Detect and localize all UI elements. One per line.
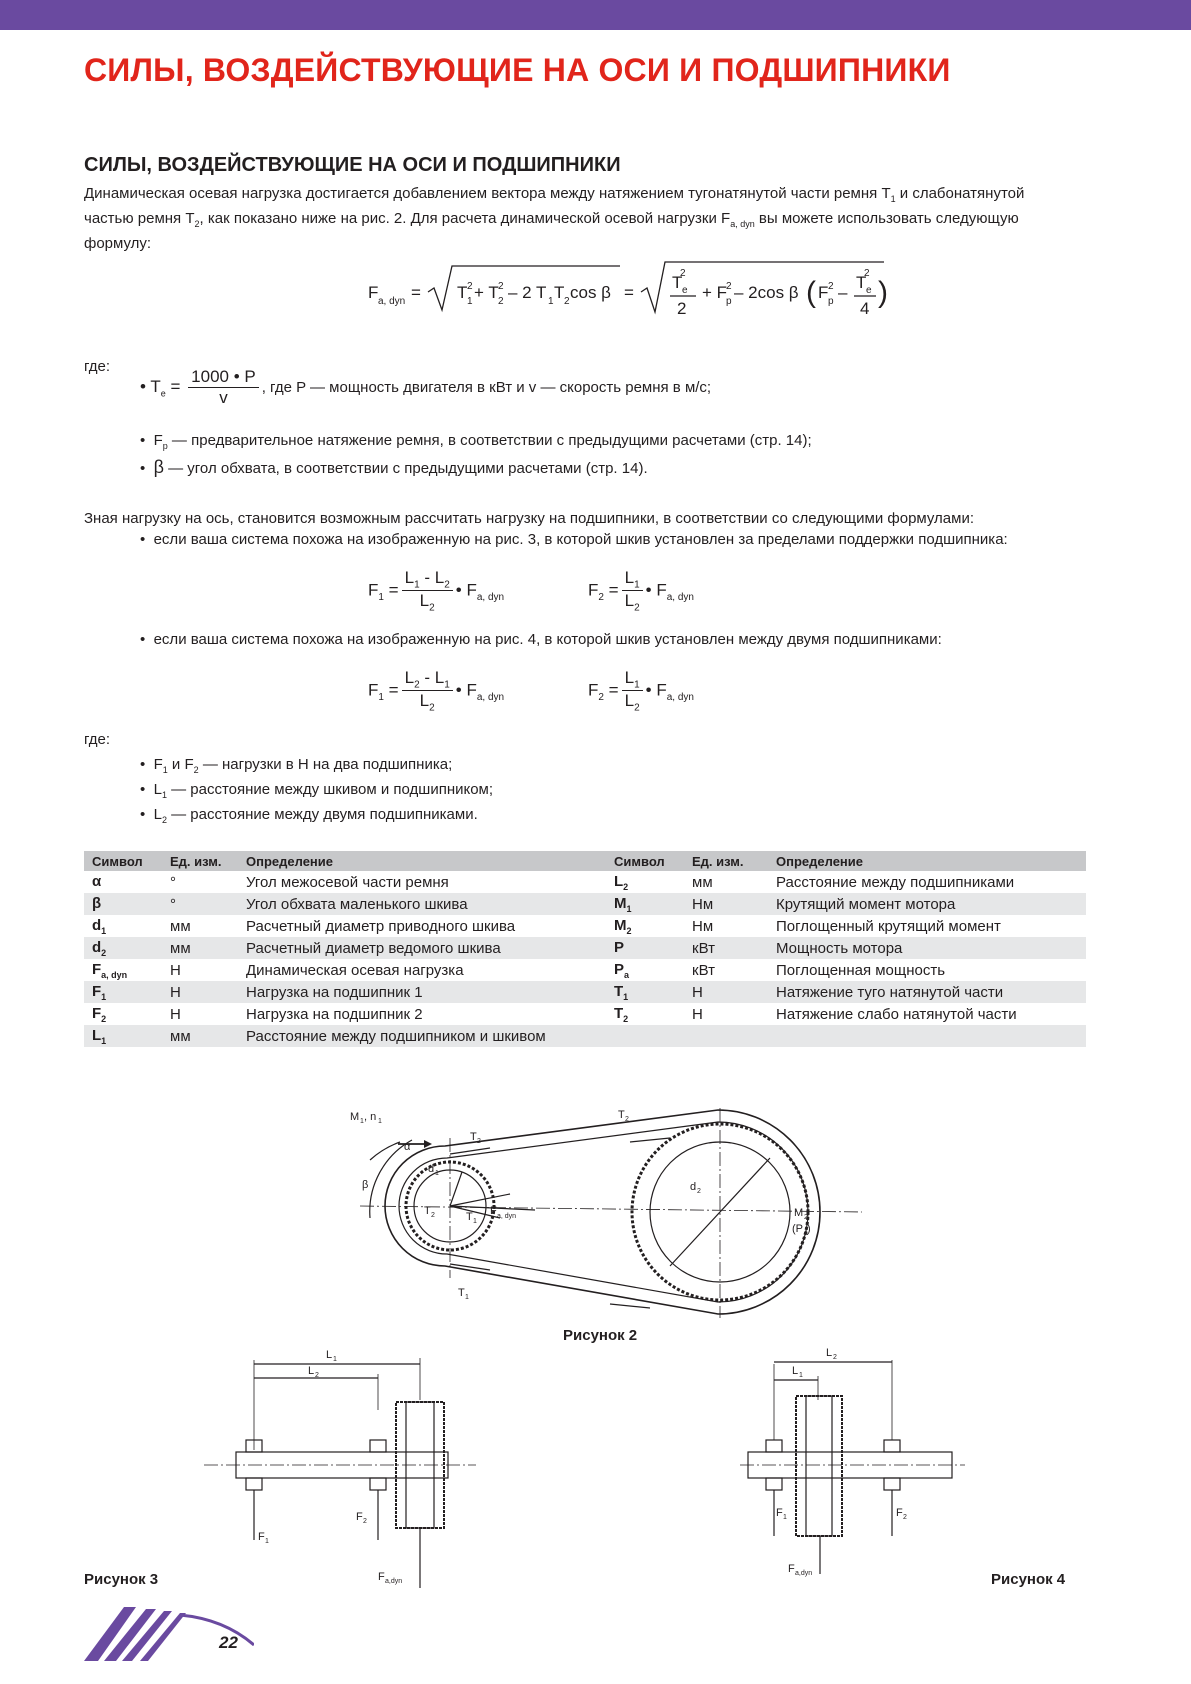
svg-text:1: 1 — [465, 1294, 469, 1301]
table-row: $F_1$ Н Нагрузка на подшипник 1 $T_1$ Н Натяжение туго натянутой части — [84, 981, 1086, 1003]
svg-text:1: 1 — [783, 1514, 787, 1521]
header-symbol: Символ — [606, 851, 684, 871]
table-header-row — [84, 851, 1086, 871]
intro-line-1: Динамическая осевая нагрузка достигается добавлением вектора между натяжением тугонатянутой части ремня $T_1$ и слабонатянутой — [84, 185, 1025, 204]
svg-text:2: 2 — [680, 268, 686, 279]
svg-text:T: T — [856, 273, 867, 292]
belt-drive-diagram — [350, 1098, 870, 1320]
svg-text:4: 4 — [860, 299, 870, 318]
svg-text:2: 2 — [864, 268, 870, 279]
svg-text:2: 2 — [564, 296, 570, 307]
header-unit: Ед. изм. — [162, 851, 238, 871]
formula-f1-case2: $F_1$ = $\frac{L_2 - L_1}{L_2}$ • $F_{a, dyn}$ — [368, 668, 505, 714]
svg-text:T: T — [618, 1109, 625, 1121]
page-title: СИЛЫ, ВОЗДЕЙСТВУЮЩИЕ НА ОСИ И ПОДШИПНИКИ — [84, 52, 951, 88]
svg-text:T: T — [470, 1131, 477, 1143]
header-definition: Определение — [768, 851, 1086, 871]
symbols-table — [84, 851, 1086, 1047]
svg-text:F: F — [788, 1563, 795, 1575]
svg-text:– 2 T: – 2 T — [508, 283, 547, 302]
top-color-band — [0, 0, 1191, 30]
bullet-beta: • β — угол обхвата, в соответствии с предыдущими расчетами (стр. 14). — [140, 457, 648, 477]
svg-text:F: F — [776, 1507, 783, 1519]
svg-text:F: F — [490, 1205, 497, 1217]
svg-text:2: 2 — [625, 1116, 629, 1123]
svg-text:a,dyn: a,dyn — [795, 1570, 813, 1577]
svg-text:): ) — [878, 276, 888, 309]
svg-text:1: 1 — [360, 1118, 364, 1125]
figure-2-caption: Рисунок 2 — [563, 1327, 638, 1344]
svg-text:1: 1 — [333, 1356, 337, 1363]
svg-text:–: – — [838, 283, 848, 302]
svg-text:p: p — [828, 296, 834, 307]
svg-text:2: 2 — [363, 1518, 367, 1525]
svg-text:e: e — [682, 285, 688, 296]
formula-f2-case1: $F_2$ = $\frac{L_1}{L_2}$ • $F_{a, dyn}$ — [588, 568, 694, 614]
figure-3-diagram — [200, 1340, 480, 1590]
svg-text:1: 1 — [467, 296, 473, 307]
bullet-l1: • $L_1$ — расстояние между шкивом и подшипником; — [140, 781, 494, 800]
svg-text:T — [612, 1319, 619, 1320]
svg-text:M: M — [794, 1207, 804, 1219]
bearings-intro: Зная нагрузку на ось, становится возможным рассчитать нагрузку на подшипники, в соответствии со следующими формулами: — [84, 510, 975, 527]
svg-text:L: L — [792, 1365, 799, 1377]
svg-text:F: F — [368, 283, 379, 302]
table-row: $L_1$ мм Расстояние между подшипником и шкивом — [84, 1025, 1086, 1047]
svg-text:α: α — [404, 1141, 411, 1153]
svg-text:a, dyn: a, dyn — [497, 1213, 517, 1220]
svg-text:– 2cos β: – 2cos β — [734, 283, 799, 302]
svg-text:(P: (P — [792, 1223, 803, 1235]
svg-text:2: 2 — [467, 281, 473, 292]
table-row: $F_2$ Н Нагрузка на подшипник 2 $T_2$ Н Натяжение слабо натянутой части — [92, 1004, 1017, 1024]
svg-text:, n: , n — [364, 1111, 377, 1123]
svg-text:F: F — [356, 1511, 363, 1523]
svg-text:β: β — [362, 1179, 369, 1191]
table-row: β ° Угол обхвата маленького шкива $M_1$ Нм Крутящий момент мотора — [84, 893, 1086, 915]
svg-text:2: 2 — [477, 1138, 481, 1145]
svg-text:): ) — [807, 1223, 811, 1235]
figure-3-caption: Рисунок 3 — [84, 1571, 159, 1588]
svg-text:1: 1 — [378, 1118, 382, 1125]
svg-text:=: = — [411, 283, 421, 302]
figure-4-diagram — [740, 1340, 965, 1580]
svg-text:F: F — [896, 1507, 903, 1519]
bullet-forces: • $F_1$ и $F_2$ — нагрузки в Н на два подшипника; — [140, 756, 453, 775]
bullet-fp: • $F_p$ — предварительное натяжение ремня, в соответствии с предыдущими расчетами (стр. 14); — [140, 432, 812, 451]
formula-f1-case1: $F_1$ = $\frac{L_1 - L_2}{L_2}$ • $F_{a, dyn}$ — [368, 568, 505, 614]
bullet-te: • $T_e$ = $\frac{1000 • P}{v}$ , где P — мощность двигателя в кВт и v — скорость ремня в м/с; — [140, 367, 712, 407]
svg-text:2: 2 — [828, 281, 834, 292]
svg-text:L: L — [308, 1365, 315, 1377]
svg-text:F: F — [818, 283, 829, 302]
svg-text:F: F — [258, 1531, 265, 1543]
intro-line-3: формулу: — [84, 235, 152, 252]
svg-text:T: T — [554, 283, 565, 302]
svg-text:2: 2 — [498, 296, 504, 307]
svg-text:1: 1 — [473, 1218, 477, 1225]
svg-text:T: T — [424, 1205, 431, 1217]
svg-text:T: T — [458, 1287, 465, 1299]
svg-text:2: 2 — [697, 1188, 701, 1195]
svg-text:F: F — [378, 1571, 385, 1583]
svg-text:1: 1 — [265, 1538, 269, 1545]
svg-text:1: 1 — [435, 1170, 439, 1177]
svg-text:e: e — [866, 285, 872, 296]
svg-text:2: 2 — [498, 281, 504, 292]
bullet-case-2: • если ваша система похожа на изображенную на рис. 4, в которой шкив установлен между двумя подшипниками: — [140, 631, 942, 648]
svg-text:T: T — [466, 1211, 473, 1223]
table-row: $F_{a, dyn}$ Н Динамическая осевая нагрузка $P_a$ кВт Поглощенная мощность — [92, 960, 946, 980]
table-row: $d_2$ мм Расчетный диаметр ведомого шкива P кВт Мощность мотора — [84, 937, 1086, 959]
header-definition: Определение — [238, 851, 606, 871]
svg-text:2: 2 — [804, 1214, 808, 1221]
svg-text:2: 2 — [833, 1354, 837, 1361]
page-number: 22 — [219, 1633, 238, 1652]
svg-text:M: M — [350, 1111, 360, 1123]
header-symbol: Символ — [84, 851, 162, 871]
svg-text:2: 2 — [903, 1514, 907, 1521]
svg-text:d: d — [428, 1163, 435, 1175]
where-label-2: где: — [84, 731, 111, 748]
svg-text:T: T — [457, 283, 468, 302]
header-unit: Ед. изм. — [684, 851, 768, 871]
figure-4-caption: Рисунок 4 — [991, 1571, 1066, 1588]
svg-text:+ T: + T — [474, 283, 499, 302]
where-label-1: где: — [84, 358, 111, 375]
svg-text:cos β: cos β — [570, 283, 611, 302]
bullet-l2: • $L_2$ — расстояние между двумя подшипниками. — [140, 806, 478, 825]
svg-text:a: a — [804, 1230, 808, 1237]
svg-text:2: 2 — [726, 281, 732, 292]
svg-text:T: T — [672, 273, 683, 292]
svg-text:2: 2 — [677, 299, 687, 318]
section-title: СИЛЫ, ВОЗДЕЙСТВУЮЩИЕ НА ОСИ И ПОДШИПНИКИ — [84, 154, 621, 176]
svg-text:+ F: + F — [702, 283, 728, 302]
formula-f2-case2: $F_2$ = $\frac{L_1}{L_2}$ • $F_{a, dyn}$ — [588, 668, 694, 714]
svg-text:2: 2 — [431, 1212, 435, 1219]
svg-text:L: L — [326, 1349, 333, 1361]
svg-text:p: p — [726, 296, 732, 307]
svg-text:a, dyn: a, dyn — [378, 296, 406, 307]
svg-text:d: d — [690, 1181, 697, 1193]
svg-text:a,dyn: a,dyn — [385, 1578, 403, 1585]
svg-text:L: L — [826, 1347, 833, 1359]
table-row: $d_1$ мм Расчетный диаметр приводного шкива $M_2$ Нм Поглощенный крутящий момент — [92, 916, 1001, 936]
svg-text:1: 1 — [799, 1372, 803, 1379]
axle-load-formula — [360, 258, 900, 320]
bullet-case-1: • если ваша система похожа на изображенную на рис. 3, в которой шкив установлен за пределами поддержки подшипника: — [140, 531, 1008, 548]
svg-text:1: 1 — [548, 296, 554, 307]
svg-text:(: ( — [806, 276, 816, 309]
table-row: α ° Угол межосевой части ремня $L_2$ мм Расстояние между подшипниками — [92, 872, 1015, 892]
svg-text:=: = — [624, 283, 634, 302]
intro-line-2: частью ремня $T_2$, как показано ниже на рис. 2. Для расчета динамической осевой нагрузки $F_{a, dyn}$ вы можете использовать следующую — [84, 210, 1019, 229]
svg-text:2: 2 — [315, 1372, 319, 1379]
